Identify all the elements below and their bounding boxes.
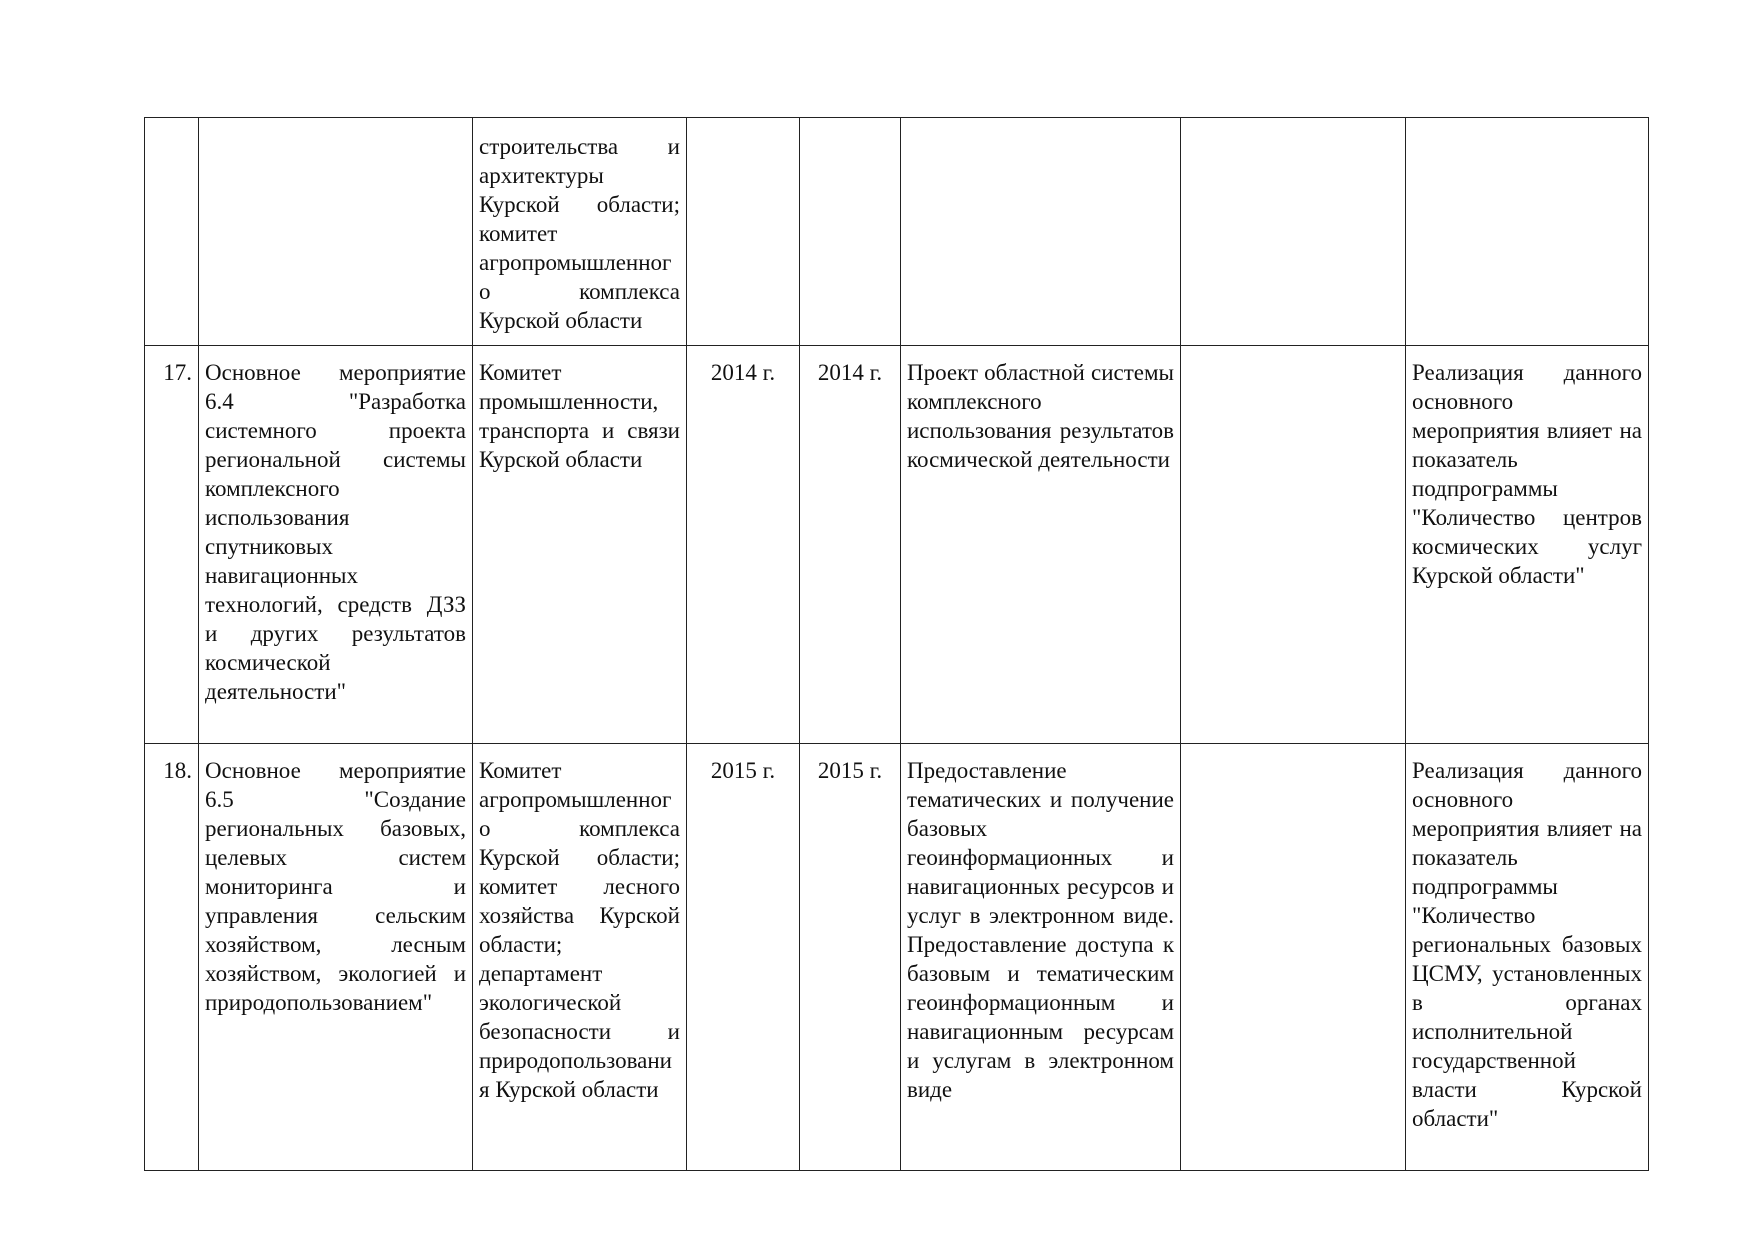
relation-cell: Реализация данного основного мероприятия влияет на показатель подпрограммы "Количество центров космических услуг Курской области" <box>1406 346 1649 744</box>
end-year-cell: 2015 г. <box>800 744 901 1171</box>
result-cell: Предоставление тематических и получение базовых геоинформационных и навигационных ресурсов и услуг в электронном виде. Предоставление доступа к базовым и тематическим геоинформационным и навигационным ресурсам и услугам в электронном виде <box>901 744 1181 1171</box>
consequence-cell <box>1181 346 1406 744</box>
end-year-cell <box>800 118 901 346</box>
start-year-cell <box>687 118 800 346</box>
start-year-cell: 2014 г. <box>687 346 800 744</box>
row-number-cell: 17. <box>145 346 199 744</box>
executor-cell: Комитет промышленности, транспорта и связи Курской области <box>473 346 687 744</box>
table-row <box>145 118 1649 346</box>
end-year-cell: 2014 г. <box>800 346 901 744</box>
executor-cell: Комитет агропромышленного комплекса Курской области; комитет лесного хозяйства Курской области; департамент экологической безопасности и природопользования Курской области <box>473 744 687 1171</box>
consequence-cell <box>1181 744 1406 1171</box>
result-cell <box>901 118 1181 346</box>
consequence-cell <box>1181 118 1406 346</box>
table-row <box>145 346 1649 744</box>
program-events-table <box>144 117 1649 1171</box>
row-number-cell: 18. <box>145 744 199 1171</box>
executor-cell: строительства и архитектуры Курской области; комитет агропромышленного комплекса Курской области <box>473 118 687 346</box>
event-cell: Основное мероприятие 6.5 "Создание региональных базовых, целевых систем мониторинга и управления сельским хозяйством, лесным хозяйством, экологией и природопользованием" <box>199 744 473 1171</box>
table-row <box>145 744 1649 1171</box>
relation-cell <box>1406 118 1649 346</box>
relation-cell: Реализация данного основного мероприятия влияет на показатель подпрограммы "Количество региональных базовых ЦСМУ, установленных в органах исполнительной государственной власти Курской области" <box>1406 744 1649 1171</box>
start-year-cell: 2015 г. <box>687 744 800 1171</box>
event-cell <box>199 118 473 346</box>
result-cell: Проект областной системы комплексного использования результатов космической деятельности <box>901 346 1181 744</box>
row-number-cell <box>145 118 199 346</box>
event-cell: Основное мероприятие 6.4 "Разработка системного проекта региональной системы комплексного использования спутниковых навигационных технологий, средств ДЗЗ и других результатов космической деятельности" <box>199 346 473 744</box>
